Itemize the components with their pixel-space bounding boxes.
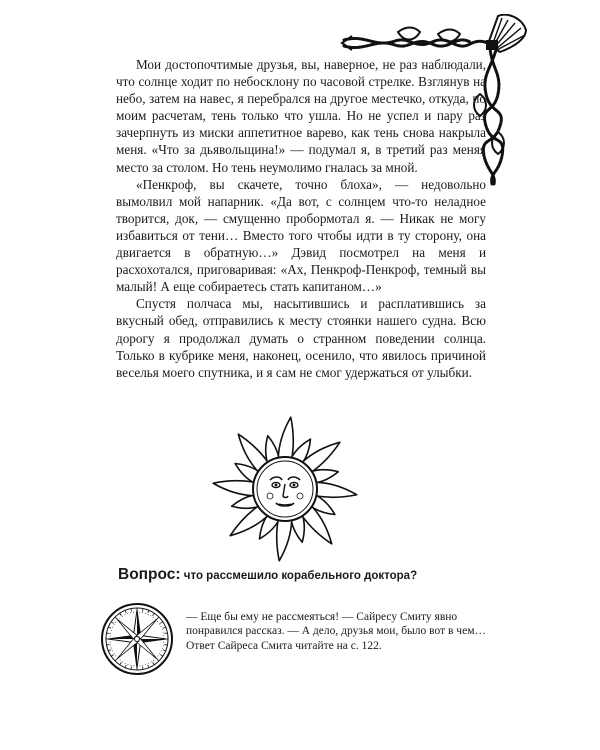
answer-text: — Еще бы ему не рассмеяться! — Сайресу Смиту явно понравился рассказ. — А дело, друзья мои, было вот в чем… [186,611,486,638]
answer-block [186,610,486,653]
story-paragraph-3: Спустя полчаса мы, насытившись и расплатившись за вкусный обед, отправились к месту стоянки нашего судна. Всю дорогу я продолжал думать о странном поведении солнца. Только в кубрике меня, наконец, осенило, что явилось причиной веселья моего спутника, и я сам не смог удержаться от улыбки. [116,296,486,380]
story-paragraph-2: «Пенкроф, вы скачете, точно блоха», — недовольно вымолвил мой напарник. «Да вот, с солнцем что-то неладное творится, док, — смущенно пробормотал я. — Никак не могу избавиться от тени… Вместо того чтобы идти в ту сторону, она двигается в обратную…» Дэвид посмотрел на меня и расхохотался, приговаривая: «Ах, Пенкроф-Пенкроф, темный вы малый! А еще собираетесь стать капитаном…» [116,176,486,295]
question-label: Вопрос: [118,566,181,583]
question [118,566,518,584]
answer-page-reference: Ответ Сайреса Смита читайте на с. 122. [186,639,382,652]
sun-face-icon [210,414,360,564]
question-text: что рассмешило корабельного доктора? [183,570,418,582]
compass-rose-icon [100,602,174,676]
story-text [116,56,486,381]
story-paragraph-1: Мои достопочтимые друзья, вы, наверное, не раз наблюдали, что солнце ходит по небосклону по часовой стрелке. Взглянув на небо, затем на навес, я перебрался на другое местечко, откуда, по моим расчетам, тень только что ушла. Но не успел и пару раз зачерпнуть из миски аппетитное варево, как тень снова накрыла меня. «Что за дьявольщина!» — подумал я, в третий раз меняя место за столом. Но тень неумолимо гналась за мной. [116,57,486,175]
